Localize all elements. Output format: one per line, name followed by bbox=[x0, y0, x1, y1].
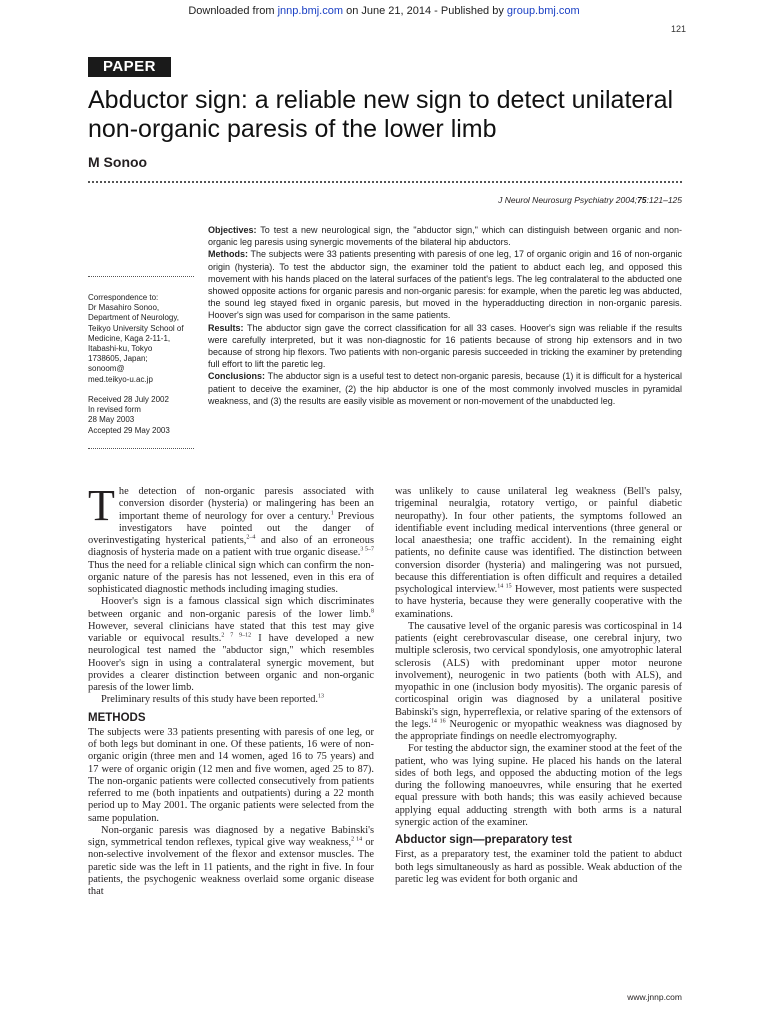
reference-marker: 2 14 bbox=[351, 836, 363, 843]
sidebar-divider-bottom bbox=[88, 448, 194, 449]
abstract-results-label: Results: bbox=[208, 322, 244, 333]
reference-marker: 2 7 9–12 bbox=[221, 632, 252, 639]
journal-site-link[interactable]: jnnp.bmj.com bbox=[277, 5, 344, 17]
correspondence-line: Correspondence to: bbox=[88, 293, 159, 302]
organic-text-1: The causative level of the organic paresis was corticospinal in 14 patients (eight cerebrovascular disease, one cerebral injury, two multiple sclerosis, two cervical spondylosis, one amyotrophic lateral sclerosis (ALS) with predominant upper motor neurone involvement), neurogenic in two patients (both with ALS), and myopathic in one (inclusion body myositis). The organic paresis of corticospinal origin was diagnosed by a unilateral positive Babinski's sign, hyperreflexia, or relative sparing of the extensors of the legs. bbox=[395, 620, 682, 730]
download-banner bbox=[0, 5, 768, 17]
sidebar-divider-top bbox=[88, 276, 194, 277]
correspondence-email[interactable]: med.teikyo-u.ac.jp bbox=[88, 374, 153, 384]
cause-text-1: was unlikely to cause unilateral leg weakness (Bell's palsy, trigeminal neuralgia, rotatory vertigo, or painful diabetic neuropathy). In four other patients, the symptoms followed an identifiable event including medical interventions (three general or local anaesthesia; one traffic accident). In the remaining eight patients, no definite cause was identified. The distinction between conversion disorder (hysteria) and malingering was not pursued, because this differentiation is often difficult and requires a detailed psychological interview. bbox=[395, 486, 682, 595]
drop-cap: T bbox=[88, 481, 115, 530]
journal-citation bbox=[498, 195, 682, 205]
methods-heading: METHODS bbox=[88, 711, 146, 724]
date-line: 28 May 2003 bbox=[88, 415, 135, 425]
body-column-left bbox=[88, 481, 375, 898]
correspondence-line: Teikyo University School of bbox=[88, 323, 184, 333]
reference-marker: 13 bbox=[318, 693, 324, 700]
download-middle: on June 21, 2014 - Published by bbox=[343, 5, 507, 17]
correspondence-line: sonoom@ bbox=[88, 364, 125, 374]
citation-volume: 75 bbox=[637, 195, 647, 205]
group-site-link[interactable]: group.bmj.com bbox=[506, 5, 580, 17]
testing-paragraph: For testing the abductor sign, the examiner stood at the feet of the patient, who was lying supine. He placed his hands on the lateral sides of both legs, and opposed the abducting motion of the legs during the following manoeuvres, while ensuring that he exerted equal pressure with both hands; this was easily achieved because applying equal adducting strength with both arms is a natural synergic action of the examiner. bbox=[395, 743, 682, 828]
abstract bbox=[208, 224, 682, 407]
abstract-objectives-label: Objectives: bbox=[208, 225, 257, 235]
abstract-objectives: To test a new neurological sign, the ''abductor sign,'' which can distinguish between organic and non-organic leg paresis using synergic movements of the bilateral hip abductors. bbox=[208, 225, 682, 248]
subjects-paragraph: The subjects were 33 patients presenting with paresis of one leg, or of both legs but dominant in one. Of these patients, 16 were of non-organic origin (three men and 14 women, aged 16 to 75 years) and 17 were of organic origin (12 men and five women, aged 25 to 87). The non-organic patients were collected consecutively from patients referred to me (both inpatients and outpatients) during a 22 month period up to May 2001. The organic patients were selected from the same population. bbox=[88, 726, 374, 824]
intro-text-1: he detection of non-organic paresis associated with conversion disorder (hysteria) or malingering has been an important theme of neurology for over a century. bbox=[118, 486, 374, 522]
reference-marker: 14 16 bbox=[430, 718, 446, 725]
body-column-right bbox=[395, 486, 682, 886]
diagnosis-text-2: or non-selective involvement of the flexor and extensor muscles. The paretic side was the left in 11 patients, and the right in five. In four patients, the psychogenic weakness overlaid some organic disease that bbox=[88, 837, 374, 897]
cause-text-2: However, most patients were suspected to have hysteria, because they were generally cooperative with the examinations. bbox=[395, 584, 682, 620]
intro-paragraph bbox=[88, 481, 375, 596]
abstract-conclusions-label: Conclusions: bbox=[208, 371, 266, 382]
hoover-text-1: Hoover's sign is a famous classical sign which discriminates between organic and non-organic paresis of the lower limb. bbox=[88, 596, 374, 620]
organic-paragraph bbox=[395, 621, 682, 744]
citation-pages: :121–125 bbox=[646, 195, 682, 205]
preparatory-test-heading: Abductor sign—preparatory test bbox=[395, 834, 572, 846]
intro-text-4: Thus the need for a reliable clinical sign which can confirm the non-organic nature of the paresis has not lessened, even in this era of sophisticated diagnostic methods including imaging studies. bbox=[88, 559, 374, 595]
abstract-methods-label: Methods: bbox=[208, 249, 248, 260]
intro-text-2: Previous investigators have pointed out the danger of overinvestigating hysterical patients, bbox=[88, 510, 374, 546]
correspondence-block bbox=[88, 293, 200, 385]
correspondence-line: Dr Masahiro Sonoo, bbox=[88, 303, 160, 313]
hoover-paragraph bbox=[88, 596, 374, 694]
article-title: Abductor sign: a reliable new sign to detect unilateral non-organic paresis of the lower limb bbox=[88, 86, 674, 143]
date-line: Received 28 July 2002 bbox=[88, 395, 169, 404]
preliminary-paragraph bbox=[88, 694, 374, 706]
cause-paragraph bbox=[395, 486, 682, 621]
hoover-text-2: However, several clinicians have stated that this test may give variable or equivocal results. bbox=[88, 620, 374, 644]
correspondence-line: 1738605, Japan; bbox=[88, 354, 148, 364]
correspondence-line: Department of Neurology, bbox=[88, 313, 180, 323]
reference-marker: 3 5–7 bbox=[360, 546, 375, 553]
reference-marker: 2–4 bbox=[246, 534, 256, 541]
hoover-text-3: I have developed a new neurological test named the ''abductor sign,'' which resembles Hoover's sign in using a contralateral synergic movement, but provides a clearer distinction between organic and non-organic paresis of the lower limb. bbox=[88, 633, 374, 693]
intro-text-3: and also of an erroneous diagnosis of hysteria made on a patient with true organic disease. bbox=[88, 535, 374, 559]
correspondence-line: Itabashi-ku, Tokyo bbox=[88, 344, 153, 354]
preliminary-text: Preliminary results of this study have been reported. bbox=[101, 694, 318, 706]
download-prefix: Downloaded from bbox=[188, 5, 278, 17]
abstract-results: The abductor sign gave the correct classification for all 33 cases. Hoover's sign was reliable if the results were carefully interpreted, but it was non-diagnostic for 16 patients because of strong hip extensors and in two because of strong hip flexors. Two patients with non-organic paresis succeeded in tricking the examiner by pretending full effort to lift the paretic leg. bbox=[208, 322, 682, 370]
preparatory-paragraph: First, as a preparatory test, the examiner told the patient to abduct both legs simultaneously as hard as possible. Weak abduction of the paretic leg was evident for both organic and bbox=[395, 849, 682, 885]
page-number: 121 bbox=[670, 24, 686, 34]
correspondence-line: Medicine, Kaga 2-11-1, bbox=[88, 333, 171, 343]
date-line: In revised form bbox=[88, 405, 141, 415]
reference-marker: 1 bbox=[330, 510, 334, 517]
dates-block bbox=[88, 395, 200, 436]
diagnosis-paragraph bbox=[88, 825, 374, 899]
abstract-methods: The subjects were 33 patients presenting with paresis of one leg, 17 of organic origin and 16 of non-organic origin (hysteria). To test the abductor sign, the examiner told the patient to abduct each leg, and opposed this movement with his hands placed on the lateral surfaces of the patient's legs. The leg contralateral to the abducted one showed opposite actions for organic paresis and non-organic paresis: for example, when the paretic leg was abducted, the sound leg stayed fixed in organic paresis, but moved in the hyperadducting direction in non-organic paresis. Hoover's sign was used for comparison in the same patients. bbox=[208, 249, 682, 321]
header-divider bbox=[88, 181, 682, 183]
author-name: M Sonoo bbox=[88, 154, 148, 170]
reference-marker: 14 15 bbox=[497, 583, 512, 590]
date-line: Accepted 29 May 2003 bbox=[88, 425, 170, 435]
footer-url[interactable]: www.jnnp.com bbox=[627, 992, 682, 1002]
diagnosis-text-1: Non-organic paresis was diagnosed by a negative Babinski's sign, symmetrical tendon reflexes, typical give way weakness, bbox=[88, 824, 374, 848]
abstract-conclusions: The abductor sign is a useful test to detect non-organic paresis, because (1) it is difficult for a hysterical patient to deceive the examiner, (2) the hip abductor is one of the most commonly involved muscles in pyramidal weakness, and (3) the results are easily visible as movement or non-movement of the unabducted leg. bbox=[208, 371, 682, 406]
citation-journal: J Neurol Neurosurg Psychiatry 2004; bbox=[498, 195, 638, 205]
reference-marker: 8 bbox=[371, 608, 374, 615]
section-label: PAPER bbox=[88, 57, 171, 77]
organic-text-2: Neurogenic or myopathic weakness was diagnosed by the appropriate findings on needle electromyography. bbox=[395, 718, 682, 742]
